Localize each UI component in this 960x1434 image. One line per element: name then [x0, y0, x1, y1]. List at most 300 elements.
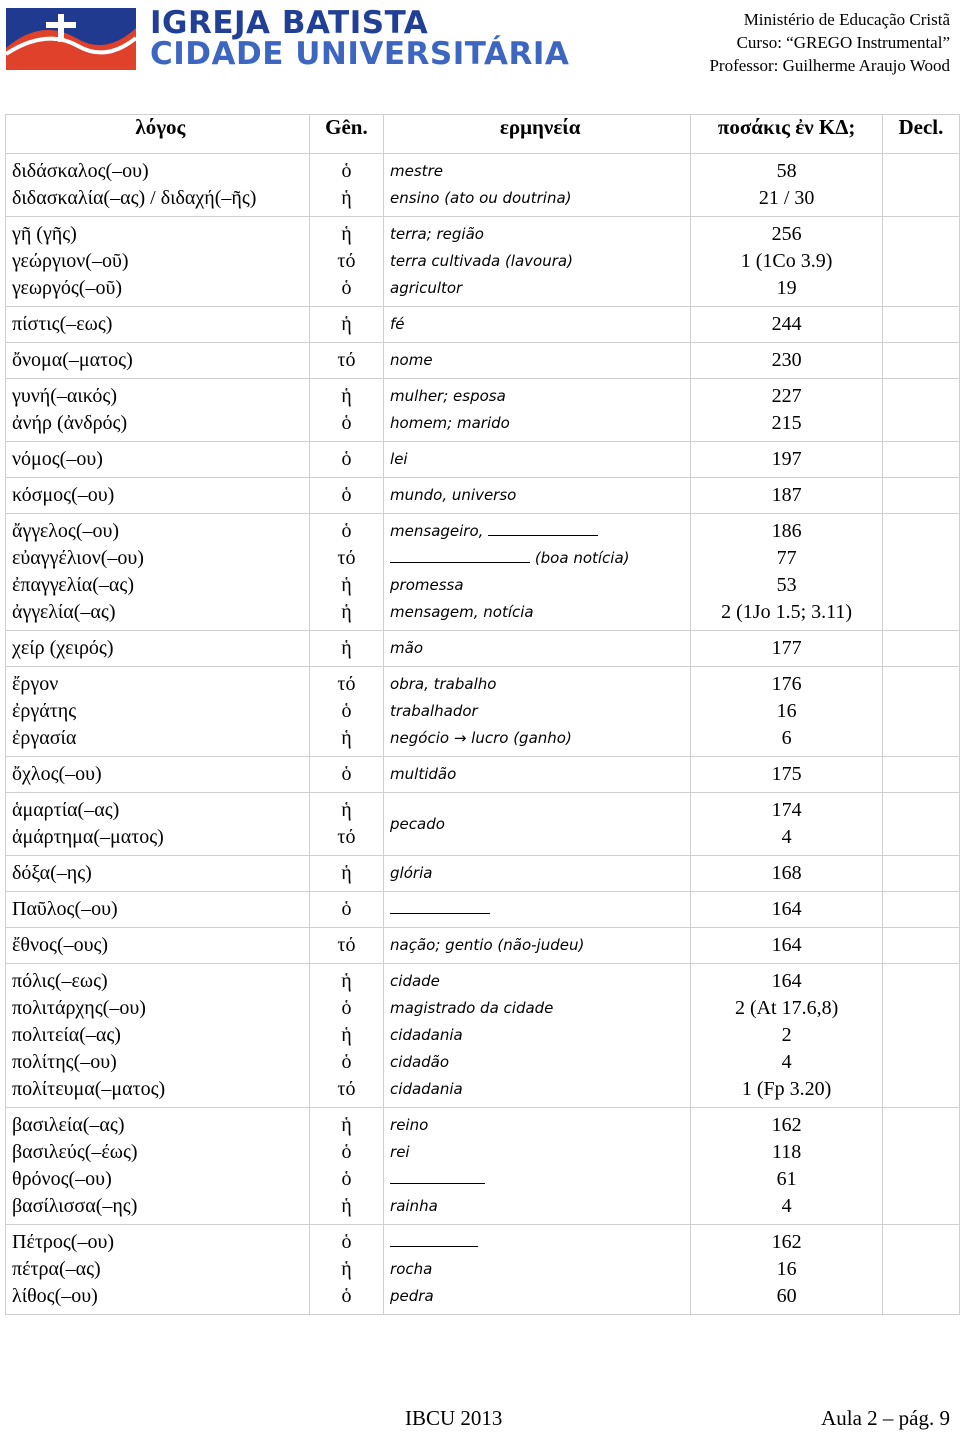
- greek-word: ἁμάρτημα(–ματος): [12, 826, 164, 848]
- meaning-cell: [384, 856, 691, 892]
- meaning-line: [390, 968, 690, 995]
- frequency-value: 2: [781, 1024, 792, 1046]
- col-header-declension: Decl.: [882, 115, 959, 154]
- meaning-line: [390, 347, 690, 374]
- table-row: [6, 154, 960, 217]
- gender-cell: [309, 1225, 383, 1315]
- table-row: [6, 343, 960, 379]
- word-cell: [6, 964, 310, 1108]
- table-row: [6, 631, 960, 667]
- meaning-line: [390, 860, 690, 887]
- greek-word: ἀγγελία(–ας): [12, 601, 116, 623]
- meaning-line: [390, 1166, 690, 1193]
- gender-cell: [309, 379, 383, 442]
- meaning-line: [390, 671, 690, 698]
- gender-article: τό: [337, 826, 356, 848]
- frequency-value: 197: [771, 448, 802, 470]
- meaning-text: obra, trabalho: [390, 675, 497, 693]
- frequency-value: 244: [771, 313, 802, 335]
- meaning-line: [390, 248, 690, 275]
- course-label: Curso: “GREGO Instrumental”: [736, 33, 950, 52]
- gender-article: ὁ: [341, 160, 352, 182]
- frequency-value: 164: [771, 934, 802, 956]
- gender-article: ἡ: [341, 601, 352, 623]
- table-row: [6, 856, 960, 892]
- meaning-cell: [384, 217, 691, 307]
- greek-word: διδάσκαλος(–ου): [12, 160, 149, 182]
- meaning-line: [390, 725, 690, 752]
- meaning-text: mensageiro,: [390, 522, 484, 540]
- frequency-cell: [691, 964, 882, 1108]
- table-row: [6, 757, 960, 793]
- frequency-value: 60: [776, 1285, 797, 1307]
- meaning-text: cidadania: [390, 1080, 463, 1098]
- gender-cell: [309, 343, 383, 379]
- word-cell: [6, 892, 310, 928]
- greek-word: βασιλεύς(–έως): [12, 1141, 138, 1163]
- greek-word: πολιτεία(–ας): [12, 1024, 121, 1046]
- gender-article: ὁ: [341, 520, 352, 542]
- greek-word: πέτρα(–ας): [12, 1258, 101, 1280]
- greek-word: νόμος(–ου): [12, 448, 103, 470]
- meaning-text: pedra: [390, 1287, 434, 1305]
- greek-word: ἁμαρτία(–ας): [12, 799, 120, 821]
- frequency-cell: [691, 343, 882, 379]
- meaning-cell: [384, 757, 691, 793]
- fill-in-blank: [390, 548, 530, 563]
- greek-word: ἐπαγγελία(–ας): [12, 574, 134, 596]
- frequency-value: 1 (1Co 3.9): [740, 250, 833, 272]
- meaning-text: glória: [390, 864, 433, 882]
- frequency-cell: [691, 307, 882, 343]
- meaning-cell: [384, 667, 691, 757]
- word-cell: [6, 793, 310, 856]
- meaning-line: [390, 635, 690, 662]
- gender-article: ἡ: [341, 187, 352, 209]
- gender-cell: [309, 856, 383, 892]
- meaning-line: [390, 761, 690, 788]
- frequency-cell: [691, 892, 882, 928]
- meaning-line: [390, 572, 690, 599]
- meaning-line: [390, 518, 690, 545]
- meaning-line: [390, 1139, 690, 1166]
- footer-page: Aula 2 – pág. 9: [821, 1406, 950, 1430]
- meaning-line: [390, 482, 690, 509]
- table-row: [6, 793, 960, 856]
- meaning-text: pecado: [390, 815, 445, 833]
- meaning-text: mensagem, notícia: [390, 603, 534, 621]
- table-row: [6, 1108, 960, 1225]
- meaning-cell: [384, 964, 691, 1108]
- gender-cell: [309, 1108, 383, 1225]
- meaning-line: [390, 221, 690, 248]
- gender-article: τό: [337, 349, 356, 371]
- frequency-value: 175: [771, 763, 802, 785]
- greek-word: ἐργάτης: [12, 700, 77, 722]
- table-row: [6, 514, 960, 631]
- meaning-text: (boa notícia): [534, 549, 630, 567]
- frequency-value: 4: [781, 1051, 792, 1073]
- fill-in-blank: [390, 1232, 478, 1247]
- gender-cell: [309, 757, 383, 793]
- declension-cell: [882, 379, 959, 442]
- greek-word: θρόνος(–ου): [12, 1168, 112, 1190]
- meaning-line: [390, 599, 690, 626]
- frequency-value: 1 (Fp 3.20): [741, 1078, 832, 1100]
- greek-word: ὄχλος(–ου): [12, 763, 102, 785]
- church-logo-text: [150, 5, 570, 72]
- gender-cell: [309, 514, 383, 631]
- gender-article: τό: [337, 547, 356, 569]
- gender-article: ἡ: [341, 727, 352, 749]
- meaning-line: [390, 1049, 690, 1076]
- frequency-value: 187: [771, 484, 802, 506]
- gender-article: ὁ: [341, 763, 352, 785]
- word-cell: [6, 379, 310, 442]
- meaning-line: [390, 698, 690, 725]
- declension-cell: [882, 307, 959, 343]
- meaning-line: [390, 383, 690, 410]
- frequency-cell: [691, 856, 882, 892]
- frequency-cell: [691, 478, 882, 514]
- meaning-text: multidão: [390, 765, 457, 783]
- gender-cell: [309, 154, 383, 217]
- gender-article: ὁ: [341, 1051, 352, 1073]
- table-row: [6, 442, 960, 478]
- table-row: [6, 928, 960, 964]
- greek-word: ἀνήρ (ἀνδρός): [12, 412, 128, 434]
- meaning-text: rocha: [390, 1260, 433, 1278]
- gender-cell: [309, 793, 383, 856]
- meaning-cell: [384, 379, 691, 442]
- frequency-value: 162: [771, 1231, 802, 1253]
- table-row: [6, 892, 960, 928]
- meaning-text: agricultor: [390, 279, 463, 297]
- greek-word: πολιτάρχης(–ου): [12, 997, 146, 1019]
- declension-cell: [882, 514, 959, 631]
- meaning-text: negócio → lucro (ganho): [390, 729, 572, 747]
- meaning-text: reino: [390, 1116, 429, 1134]
- gender-article: τό: [337, 1078, 356, 1100]
- word-cell: [6, 928, 310, 964]
- meaning-line: [390, 446, 690, 473]
- meaning-text: cidadão: [390, 1053, 450, 1071]
- meaning-text: mestre: [390, 162, 443, 180]
- frequency-value: 164: [771, 898, 802, 920]
- greek-word: γεωργός(–οῦ): [12, 277, 123, 299]
- table-header-row: [6, 115, 960, 154]
- meaning-text: mulher; esposa: [390, 387, 506, 405]
- meaning-text: ensino (ato ou doutrina): [390, 189, 572, 207]
- meaning-cell: [384, 442, 691, 478]
- frequency-value: 19: [776, 277, 797, 299]
- gender-cell: [309, 307, 383, 343]
- gender-article: ὁ: [341, 700, 352, 722]
- table-row: [6, 964, 960, 1108]
- meaning-line: [390, 1229, 690, 1256]
- meaning-text: terra cultivada (lavoura): [390, 252, 573, 270]
- declension-cell: [882, 928, 959, 964]
- logo-line-2: CIDADE UNIVERSITÁRIA: [150, 36, 570, 72]
- frequency-value: 176: [771, 673, 802, 695]
- meaning-cell: [384, 514, 691, 631]
- declension-cell: [882, 442, 959, 478]
- frequency-value: 186: [771, 520, 802, 542]
- frequency-cell: [691, 442, 882, 478]
- logo-line-1: IGREJA BATISTA: [150, 5, 429, 41]
- frequency-value: 2 (At 17.6,8): [734, 997, 839, 1019]
- greek-word: γεώργιον(–οῦ): [12, 250, 129, 272]
- gender-cell: [309, 667, 383, 757]
- frequency-cell: [691, 757, 882, 793]
- greek-word: πολίτευμα(–ματος): [12, 1078, 166, 1100]
- meaning-text: homem; marido: [390, 414, 510, 432]
- declension-cell: [882, 154, 959, 217]
- gender-article: ὁ: [341, 898, 352, 920]
- greek-word: γῆ (γῆς): [12, 223, 77, 245]
- frequency-value: 53: [776, 574, 797, 596]
- gender-article: ἡ: [341, 637, 352, 659]
- gender-article: τό: [337, 934, 356, 956]
- meaning-line: [390, 896, 690, 923]
- fill-in-blank: [488, 521, 598, 536]
- gender-article: ὁ: [341, 1285, 352, 1307]
- footer-left: IBCU 2013: [405, 1406, 503, 1430]
- meaning-text: nação; gentio (não-judeu): [390, 936, 585, 954]
- gender-article: ἡ: [341, 1024, 352, 1046]
- gender-cell: [309, 442, 383, 478]
- frequency-value: 256: [771, 223, 802, 245]
- frequency-value: 21 / 30: [758, 187, 815, 209]
- gender-article: ὁ: [341, 1141, 352, 1163]
- gender-article: ἡ: [341, 574, 352, 596]
- greek-word: πολίτης(–ου): [12, 1051, 117, 1073]
- meaning-cell: [384, 154, 691, 217]
- word-cell: [6, 217, 310, 307]
- meaning-text: cidadania: [390, 1026, 463, 1044]
- gender-article: ὁ: [341, 277, 352, 299]
- declension-cell: [882, 478, 959, 514]
- col-header-gender: Gên.: [309, 115, 383, 154]
- greek-word: Πέτρος(–ου): [12, 1231, 115, 1253]
- frequency-value: 174: [771, 799, 802, 821]
- word-cell: [6, 442, 310, 478]
- greek-word: ἔργον: [12, 673, 59, 695]
- word-cell: [6, 307, 310, 343]
- frequency-value: 4: [781, 1195, 792, 1217]
- gender-article: ἡ: [341, 970, 352, 992]
- frequency-value: 16: [776, 700, 797, 722]
- frequency-value: 162: [771, 1114, 802, 1136]
- greek-word: χείρ (χειρός): [12, 637, 114, 659]
- gender-article: ἡ: [341, 1258, 352, 1280]
- meaning-line: [390, 1112, 690, 1139]
- meaning-text: magistrado da cidade: [390, 999, 554, 1017]
- frequency-value: 58: [776, 160, 797, 182]
- gender-article: ὁ: [341, 997, 352, 1019]
- frequency-value: 6: [781, 727, 792, 749]
- table-row: [6, 478, 960, 514]
- word-cell: [6, 478, 310, 514]
- frequency-value: 4: [781, 826, 792, 848]
- frequency-value: 16: [776, 1258, 797, 1280]
- greek-word: ἄγγελος(–ου): [12, 520, 120, 542]
- gender-article: ἡ: [341, 385, 352, 407]
- frequency-cell: [691, 631, 882, 667]
- frequency-value: 215: [771, 412, 802, 434]
- table-row: [6, 379, 960, 442]
- gender-article: ἡ: [341, 313, 352, 335]
- frequency-cell: [691, 154, 882, 217]
- meaning-line: [390, 185, 690, 212]
- frequency-cell: [691, 1108, 882, 1225]
- meaning-cell: [384, 892, 691, 928]
- meaning-cell: [384, 631, 691, 667]
- frequency-cell: [691, 793, 882, 856]
- meaning-text: lei: [390, 450, 408, 468]
- professor-label: Professor: Guilherme Araujo Wood: [709, 56, 950, 75]
- gender-cell: [309, 631, 383, 667]
- greek-word: λίθος(–ου): [12, 1285, 98, 1307]
- frequency-cell: [691, 1225, 882, 1315]
- frequency-value: 230: [771, 349, 802, 371]
- word-cell: [6, 757, 310, 793]
- word-cell: [6, 667, 310, 757]
- gender-cell: [309, 928, 383, 964]
- declension-cell: [882, 1108, 959, 1225]
- frequency-cell: [691, 379, 882, 442]
- page-header: [0, 0, 960, 90]
- frequency-cell: [691, 667, 882, 757]
- table-row: [6, 307, 960, 343]
- fill-in-blank: [390, 899, 490, 914]
- meaning-text: terra; região: [390, 225, 484, 243]
- meaning-text: rainha: [390, 1197, 438, 1215]
- frequency-value: 77: [776, 547, 797, 569]
- word-cell: [6, 856, 310, 892]
- meaning-text: promessa: [390, 576, 464, 594]
- frequency-cell: [691, 514, 882, 631]
- meaning-cell: [384, 343, 691, 379]
- greek-word: βασιλεία(–ας): [12, 1114, 125, 1136]
- church-logo-icon: [6, 8, 136, 70]
- gender-cell: [309, 964, 383, 1108]
- meaning-text: mão: [390, 639, 424, 657]
- meaning-text: mundo, universo: [390, 486, 517, 504]
- gender-article: ὁ: [341, 484, 352, 506]
- gender-article: ὁ: [341, 1231, 352, 1253]
- meaning-cell: [384, 1225, 691, 1315]
- gender-article: ἡ: [341, 799, 352, 821]
- gender-cell: [309, 478, 383, 514]
- greek-word: βασίλισσα(–ης): [12, 1195, 138, 1217]
- greek-word: ὄνομα(–ματος): [12, 349, 133, 371]
- greek-word: γυνή(–αικός): [12, 385, 117, 407]
- meaning-text: nome: [390, 351, 433, 369]
- col-header-meaning: ερμηνεία: [384, 115, 691, 154]
- gender-article: ἡ: [341, 1195, 352, 1217]
- meaning-text: cidade: [390, 972, 440, 990]
- meaning-text: fé: [390, 315, 405, 333]
- gender-article: ἡ: [341, 1114, 352, 1136]
- greek-word: πόλις(–εως): [12, 970, 108, 992]
- meaning-line: [390, 1256, 690, 1283]
- frequency-value: 227: [771, 385, 802, 407]
- word-cell: [6, 154, 310, 217]
- meaning-cell: [384, 307, 691, 343]
- greek-word: διδασκαλία(–ας) / διδαχή(–ῆς): [12, 187, 257, 209]
- course-info: [709, 8, 950, 77]
- meaning-line: [390, 932, 690, 959]
- gender-article: ὁ: [341, 448, 352, 470]
- gender-article: ὁ: [341, 412, 352, 434]
- meaning-line: [390, 410, 690, 437]
- declension-cell: [882, 667, 959, 757]
- meaning-text: rei: [390, 1143, 410, 1161]
- ministry-label: Ministério de Educação Cristã: [743, 10, 950, 29]
- word-cell: [6, 1225, 310, 1315]
- declension-cell: [882, 757, 959, 793]
- greek-word: ἔθνος(–ους): [12, 934, 109, 956]
- declension-cell: [882, 343, 959, 379]
- meaning-line: [390, 311, 690, 338]
- frequency-value: 177: [771, 637, 802, 659]
- frequency-value: 61: [776, 1168, 797, 1190]
- meaning-text: trabalhador: [390, 702, 478, 720]
- meaning-line: [390, 1283, 690, 1310]
- frequency-value: 164: [771, 970, 802, 992]
- frequency-cell: [691, 928, 882, 964]
- declension-cell: [882, 856, 959, 892]
- table-row: [6, 217, 960, 307]
- meaning-cell: [384, 793, 691, 856]
- gender-cell: [309, 892, 383, 928]
- col-header-frequency: ποσάκις ἐν ΚΔ;: [691, 115, 882, 154]
- declension-cell: [882, 631, 959, 667]
- word-cell: [6, 631, 310, 667]
- greek-word: κόσμος(–ου): [12, 484, 115, 506]
- col-header-word: λόγος: [6, 115, 310, 154]
- declension-cell: [882, 217, 959, 307]
- frequency-value: 168: [771, 862, 802, 884]
- fill-in-blank: [390, 1169, 485, 1184]
- declension-cell: [882, 964, 959, 1108]
- word-cell: [6, 343, 310, 379]
- meaning-line: [390, 275, 690, 302]
- greek-word: εὐαγγέλιον(–ου): [12, 547, 144, 569]
- meaning-cell: [384, 928, 691, 964]
- meaning-line: [390, 995, 690, 1022]
- meaning-line: [390, 158, 690, 185]
- greek-word: πίστις(–εως): [12, 313, 113, 335]
- gender-cell: [309, 217, 383, 307]
- gender-article: ὁ: [341, 1168, 352, 1190]
- gender-article: ἡ: [341, 223, 352, 245]
- meaning-line: [390, 1076, 690, 1103]
- meaning-cell: [384, 1108, 691, 1225]
- gender-article: τό: [337, 673, 356, 695]
- declension-cell: [882, 793, 959, 856]
- table-body: [6, 154, 960, 1315]
- meaning-line: [390, 1022, 690, 1049]
- word-cell: [6, 1108, 310, 1225]
- declension-cell: [882, 892, 959, 928]
- gender-article: τό: [337, 250, 356, 272]
- meaning-line: [390, 545, 690, 572]
- declension-cell: [882, 1225, 959, 1315]
- table-row: [6, 667, 960, 757]
- frequency-value: 118: [771, 1141, 802, 1163]
